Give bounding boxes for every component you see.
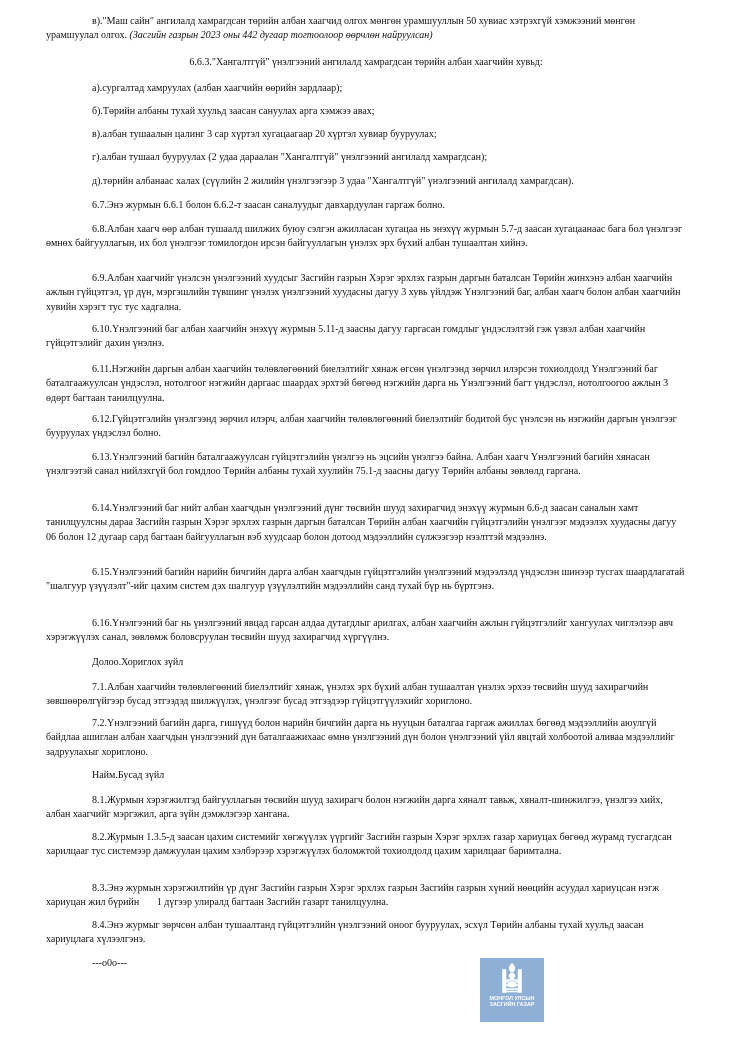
logo-caption-line1: МОНГОЛ УЛСЫН (489, 996, 535, 1002)
paragraph-text: 6.8.Албан хаагч өөр албан тушаалд шилжих буюу сэлгэн ажилласан хугацаа нь энэхүү журмын 5.7-д заасан хугацаанаас бага бол үнэлгээг өмнөх байгууллагын, их бол үнэлгээг томилогдон ирсэн байгууллагын үнэлэх эрх бүхий албан тушаалтан хийнэ. (46, 224, 683, 250)
paragraph-6-16 (46, 617, 686, 646)
paragraph-text: 6.15.Үнэлгээний багийн нарийн бичгийн дарга албан хаагчдын гүйцэтгэлийн үнэлгээний мэдээлэлд үндэслэн шинээр тусгах шаардлагатай "шалгуур үзүүлэлт"-ийг цахим систем дэх шалгуур үзүүлэлтийн мэдээллийн санд тухай бүр нь бүртгэнэ. (46, 567, 685, 593)
paragraph-text: 6.14.Үнэлгээний баг нийт албан хаагчдын үнэлгээний дүнг төсвийн шууд захирагчид энэхүү журмын 6.6-д заасан саналын хамт танилцуулсны дараа Засгийн газрын Хэрэг эрхлэх газрын даргын баталсан Төрийн албан хаагчийн гүйцэтгэлийн үнэлгээг мэдээлэх хуудасны дагуу 06 болон 12 дугаар сард багтаан байгууллагын вэб хуудсаар болон дотоод мэдээллийн сүлжээгээр нээлттэй мэдээлнэ. (46, 503, 677, 543)
paragraph-8-3 (46, 882, 686, 911)
paragraph-7-1 (46, 681, 686, 710)
paragraph-7-2 (46, 717, 686, 760)
paragraph-8-4 (46, 919, 686, 948)
logo-caption-line2: ЗАСГИЙН ГАЗАР (489, 1002, 535, 1009)
paragraph-text: 7.2.Үнэлгээний багийн дарга, гишүүд болон нарийн бичгийн дарга нь нууцын баталгаа гаргаж ажиллах бөгөөд мэдээллийн аюулгүй байдлаа ашиглан албан хаагчдын үнэлгээний дүн баталгаажихаас өмнө үнэлгээний дүн болон үнэлгээний үйл явцтай холбоотой аливаа мэдээллийг задруулахыг хориглоно. (46, 718, 675, 758)
paragraph-text: 7.1.Албан хаагчийн төлөвлөгөөний биелэлтийг хянаж, үнэлэх эрх бүхий албан тушаалтан үнэлэх эрхээ төсвийн шууд захирагчийн зөвшөөрөлгүйгээр бусад этгээдэд шилжүүлэх, үнэлгээг бусад этгээдээр гүйцэтгүүлэхийг хориглоно. (46, 682, 649, 708)
list-item-v (46, 128, 686, 142)
paragraph-text: 6.7.Энэ журмын 6.6.1 болон 6.6.2-т заасан саналуудыг давхардуулан гаргаж болно. (92, 200, 445, 211)
paragraph-6-14 (46, 502, 686, 545)
paragraph-6-10 (46, 323, 686, 352)
paragraph-text: 6.16.Үнэлгээний баг нь үнэлгээний явцад гарсан алдаа дутагдлыг арилгах, албан хаагчийн ажлын гүйцэтгэлийг хангуулах чиглэлээр авч хэрэгжүүлэх санал, зөвлөмж боловсруулан төсвийн шууд захирагчид хүргүүлнэ. (46, 618, 673, 644)
list-item-g (46, 151, 686, 165)
section-heading-7 (46, 656, 686, 670)
paragraph-text: г).албан тушаал бууруулах (2 удаа дараалан "Хангалтгүй" үнэлгээний ангилалд хамрагдсан); (92, 152, 488, 163)
paragraph-6-15 (46, 566, 686, 595)
paragraph-text: 6.12.Гүйцэтгэлийн үнэлгээнд зөрчил илэрч, албан хаагчийн төлөвлөгөөний биелэлтийг бодитой бус үнэлсэн нь нэгжийн даргын үнэлгээг бууруулах үндэслэл болно. (46, 414, 677, 440)
paragraph-text: 8.1.Журмын хэрэгжилтэд байгууллагын төсвийн шууд захирагч болон нэгжийн дарга хяналт тавьж, хяналт-шинжилгээ, үнэлгээ хийх, албан хаагчийг мэргэжил, арга зүйн дэмжлэгээр хангана. (46, 795, 663, 821)
paragraph-text: в).албан тушаалын цалинг 3 сар хүртэл хугацаагаар 20 хүртэл хувиар бууруулах; (92, 129, 437, 140)
paragraph-8-2 (46, 831, 686, 860)
paragraph-8-1 (46, 794, 686, 823)
paragraph-text: д).төрийн албанаас халах (сүүлийн 2 жилийн үнэлгээгээр 3 удаа "Хангалтгүй" үнэлгээний ангилалд хамрагдсан). (92, 176, 574, 187)
paragraph-text: 6.11.Нэгжийн даргын албан хаагчийн төлөвлөгөөний биелэлтийг хянаж өгсөн үнэлгээнд зөрчил илэрсэн тохиолдолд Үнэлгээний баг баталгаажуулсан үндэслэл, нотолгоог нэгжийн даргаас шаардах эрхтэй бөгөөд нэгжийн дарга нь Үнэлгээний багт үндэслэл, нотолгоогоо ажлын 3 өдөрт багтаан танилцуулна. (46, 364, 669, 404)
paragraph-text: в)."Маш сайн" ангилалд хамрагдсан төрийн албан хаагчид олгох мөнгөн урамшууллын 50 хувиас хэтрэхгүй хэмжээний мөнгөн урамшуулал олгох. (46, 16, 636, 42)
paragraph-6-8 (46, 223, 686, 252)
paragraph-text: 8.4.Энэ журмыг зөрчсөн албан тушаалтанд гүйцэтгэлийн үнэлгээний оноог бууруулах, эсхүл Төрийн албаны тухай хуульд заасан хариуцлага хүлээлгэнэ. (46, 920, 644, 946)
paragraph-text: 6.9.Албан хаагчийг үнэлсэн үнэлгээний хуудсыг Засгийн газрын Хэрэг эрхлэх газрын даргын баталсан Төрийн жинхэнэ албан хаагчийн ажлын гүйцэтгэл, үр дүн, мэргэшлийн түвшинг үнэлэх үнэлгээний хуудасны дагуу 3 хувь үйлдэж Үнэлгээний баг, албан хаагч болон албан хаагчийн хувийн хэрэгт тус тус хадгална. (46, 273, 681, 313)
heading-text: Долоо.Хориглох зүйл (92, 657, 184, 668)
paragraph-text: 8.3.Энэ журмын хэрэгжилтийн үр дүнг Засгийн газрын Хэрэг эрхлэх газрын Засгийн газрын хүний нөөцийн асуудал хариуцсан нэгж хариуцан жил бүрийн 1 дүгээр улиралд багтаан Засгийн газарт танилцуулна. (46, 883, 662, 909)
paragraph-text: 6.13.Үнэлгээний багийн баталгаажуулсан гүйцэтгэлийн үнэлгээ нь эцсийн үнэлгээ байна. Албан хаагч Үнэлгээний багийн хянасан үнэлгээтэй санал нийлэхгүй бол гомдлоо Төрийн албаны тухай хуулийн 75.1-д заасны дагуу Төрийн албаны зөвлөлд гаргана. (46, 452, 650, 478)
paragraph-6-6-3 (46, 56, 686, 70)
paragraph-6-7 (46, 199, 686, 213)
paragraph-text: 8.2.Журмын 1.3.5-д заасан цахим системийг хөгжүүлэх үүргийг Засгийн газрын Хэрэг эрхлэх газар хариуцах бөгөөд журамд тусгагдсан харилцааг тус системээр дамжуулан цахим хэлбэрээр хэрэгжүүлэх боломжтой тохиолдолд цахим харилцааг баримтална. (46, 832, 672, 858)
end-marker (46, 957, 686, 971)
section-heading-8 (46, 769, 686, 783)
paragraph-6-13 (46, 451, 686, 480)
end-text: ---o0o--- (92, 958, 127, 969)
list-item-b (46, 105, 686, 119)
government-logo (480, 958, 544, 1022)
paragraph-text: 6.6.3."Хангалтгүй" үнэлгээний ангилалд хамрагдсан төрийн албан хаагчийн хувьд: (189, 57, 543, 68)
amendment-note: (Засгийн газрын 2023 оны 442 дугаар тогтоолоор өөрчлөн найруулсан) (129, 30, 433, 42)
paragraph-6-9 (46, 272, 686, 315)
paragraph-6-6-2-v (46, 15, 686, 44)
state-emblem-icon (497, 962, 527, 996)
heading-text: Найм.Бусад зүйл (92, 770, 165, 781)
paragraph-6-12 (46, 413, 686, 442)
paragraph-text: а).сургалтад хамруулах (албан хаагчийн өөрийн зардлаар); (92, 83, 343, 94)
paragraph-6-11 (46, 363, 686, 406)
list-item-d (46, 175, 686, 189)
list-item-a (46, 82, 686, 96)
paragraph-text: 6.10.Үнэлгээний баг албан хаагчийн энэхүү журмын 5.11-д заасны дагуу гаргасан гомдлыг үндэслэлтэй гэж үзвэл албан хаагчийн гүйцэтгэлийг дахин үнэлнэ. (46, 324, 646, 350)
paragraph-text: б).Төрийн албаны тухай хуульд заасан сануулах арга хэмжээ авах; (92, 106, 375, 117)
